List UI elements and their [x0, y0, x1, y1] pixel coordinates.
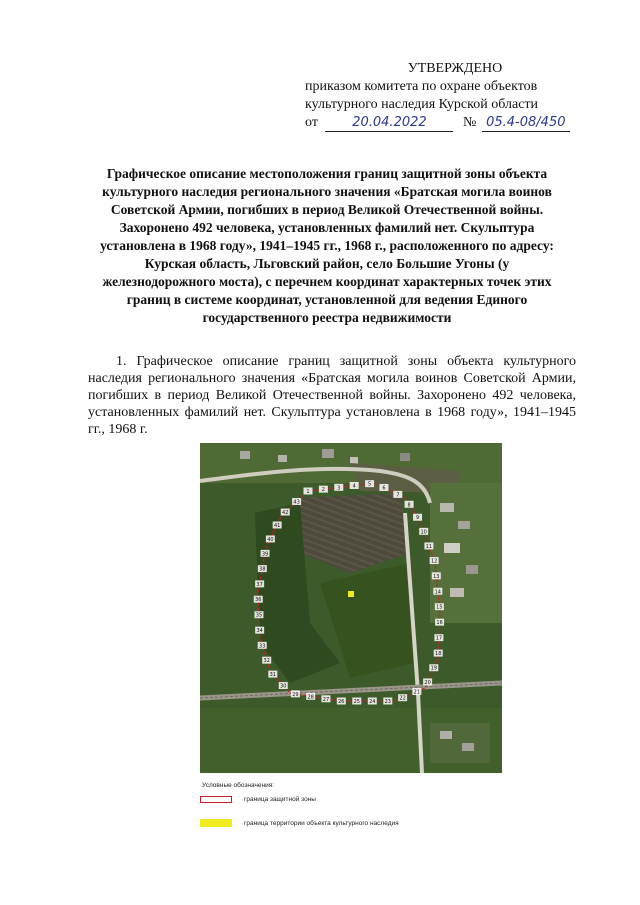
date-prefix: от [305, 115, 318, 130]
legend-title: Условные обозначения: [202, 782, 275, 789]
legend-object-label: граница территории объекта культурного наследия [244, 819, 399, 827]
point-label: 18 [435, 651, 442, 658]
point-label: 15 [436, 604, 443, 611]
point-label: 14 [434, 589, 442, 596]
point-label: 30 [280, 683, 287, 690]
point-label: 33 [259, 643, 266, 650]
point-label: 27 [322, 696, 330, 703]
house-roof [240, 451, 250, 459]
point-label: 31 [269, 672, 277, 679]
point-label: 4 [352, 483, 356, 490]
document-heading: Графическое описание местоположения границ защитной зоны объекта культурного наследия регионального значения «Братская могила воинов Советской Армии, погибших в период Великой Отечественной войны. Захоронено 492 человека, установленных фамилий нет. Скульптура установлена в 1968 году», 1941–1945 гг., 1968 г., расположенного по адресу: Курская область, Льговский район, село Большие Угоны (у железнодорожного моста), с перечнем координат характерных точек этих границ в системе координат, установленной для ведения Единого государственного реестра недвижимости [100, 166, 554, 325]
paragraph-text: Графическое описание границ защитной зоны объекта культурного наследия регионального значения «Братская могила воинов Советской Армии, погибших в период Великой Отечественной войны. Захоронено 492 человека, установленных фамилий нет. Скульптура установлена в 1968 году», 1941–1945 гг., 1968 г. [88, 354, 576, 437]
house-roof [322, 449, 334, 458]
point-label: 29 [292, 691, 299, 698]
legend-boundary-label: граница защитной зоны [244, 796, 316, 803]
point-label: 19 [430, 665, 437, 672]
house-roof [400, 453, 410, 461]
point-label: 11 [425, 543, 433, 550]
legend-row-boundary [200, 796, 316, 803]
date-value: 20.04.2022 [325, 115, 453, 132]
legend-boundary-swatch [200, 796, 232, 803]
house-roof [440, 731, 452, 739]
point-label: 37 [256, 581, 263, 588]
satellite-map [200, 443, 502, 773]
point-label: 43 [293, 499, 300, 506]
house-roof [444, 543, 460, 553]
house-roof [350, 457, 358, 464]
point-label: 28 [307, 694, 314, 701]
house-roof [278, 455, 287, 462]
point-label: 10 [420, 529, 427, 536]
approval-block [305, 60, 595, 132]
house-roof [458, 521, 470, 529]
point-label: 21 [413, 689, 421, 696]
point-label: 26 [338, 699, 345, 705]
point-label: 23 [384, 699, 391, 705]
approval-line-1: приказом комитета по охране объектов [305, 79, 538, 94]
map-svg [200, 443, 502, 773]
number-value: 05.4-08/450 [482, 115, 570, 132]
point-label: 22 [399, 695, 406, 702]
section-1-paragraph [88, 353, 576, 438]
point-label: 16 [436, 620, 443, 627]
heritage-object-territory [348, 591, 354, 597]
point-label: 25 [353, 699, 360, 705]
paragraph-number: 1. [116, 354, 127, 369]
point-label: 42 [282, 510, 289, 517]
point-label: 24 [369, 699, 376, 705]
point-label: 20 [424, 679, 431, 686]
house-roof [466, 565, 478, 574]
point-label: 3 [337, 485, 341, 492]
point-label: 12 [430, 558, 438, 565]
approval-title: УТВЕРЖДЕНО [407, 61, 503, 76]
house-roof [450, 588, 464, 597]
legend-object-swatch [200, 819, 232, 827]
point-label: 35 [255, 612, 263, 619]
point-label: 34 [256, 628, 263, 635]
bottom-village [430, 723, 490, 763]
point-label: 1 [306, 489, 310, 495]
point-label: 2 [321, 487, 325, 494]
approval-line-2: культурного наследия Курской области [305, 97, 539, 112]
point-label: 13 [433, 573, 440, 580]
point-label: 9 [415, 515, 420, 522]
legend-row-object [200, 819, 399, 827]
point-label: 39 [261, 551, 269, 558]
house-roof [462, 743, 474, 751]
point-label: 32 [263, 658, 270, 665]
number-prefix: № [462, 115, 477, 130]
point-label: 41 [273, 522, 281, 529]
point-label: 5 [367, 481, 372, 488]
point-label: 17 [435, 635, 443, 642]
point-label: 6 [382, 485, 386, 492]
house-roof [440, 503, 454, 512]
point-label: 38 [259, 566, 266, 573]
point-label: 8 [407, 502, 411, 509]
order-row [305, 114, 595, 132]
point-label: 36 [255, 597, 262, 604]
point-label: 7 [396, 492, 400, 499]
point-label: 40 [267, 536, 274, 543]
